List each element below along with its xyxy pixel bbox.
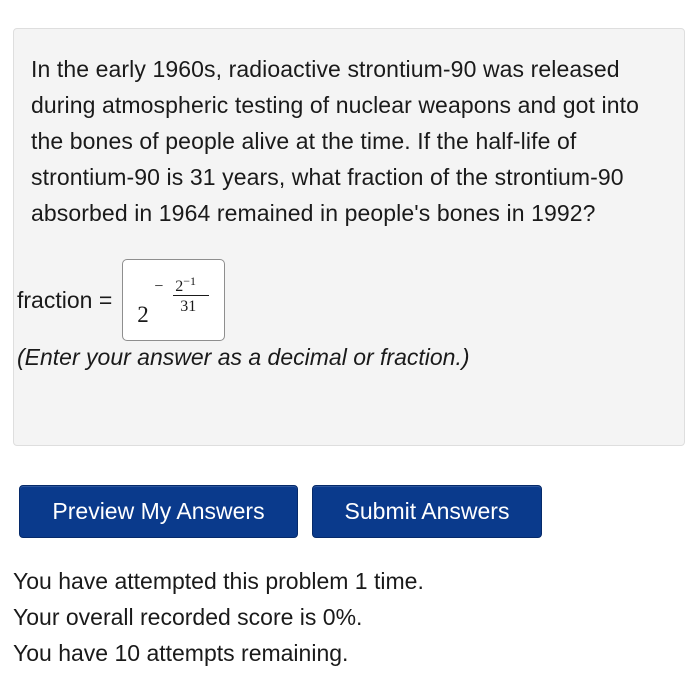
answer-exponent-denominator: 31 xyxy=(180,298,197,315)
answer-hint: (Enter your answer as a decimal or fraction.) xyxy=(17,344,470,370)
problem-statement: In the early 1960s, radioactive strontium-90 was released during atmospheric testing of nuclear weapons and got into the bones of people alive at the time. If the half-life of strontium-90 is 31 years, what fraction of the strontium-90 absorbed in 1964 remained in people's bones in 1992? xyxy=(31,56,640,226)
attempt-status xyxy=(13,563,424,671)
fraction-bar xyxy=(173,295,209,296)
answer-numerator-power: −1 xyxy=(183,274,197,288)
problem-panel xyxy=(13,28,685,446)
answer-input[interactable] xyxy=(122,259,225,341)
answer-row xyxy=(17,258,225,342)
answer-numerator-base: 2 xyxy=(175,278,184,295)
answer-base: 2 xyxy=(137,302,149,327)
answer-exponent-sign: − xyxy=(154,278,164,295)
submit-answers-button[interactable]: Submit Answers xyxy=(312,485,542,538)
score-text: Your overall recorded score is 0%. xyxy=(13,604,363,630)
preview-answers-button[interactable]: Preview My Answers xyxy=(19,485,298,538)
answer-label: fraction = xyxy=(17,286,113,313)
answer-exponent-numerator xyxy=(175,274,196,296)
attempts-text: You have attempted this problem 1 time. xyxy=(13,568,424,594)
remaining-attempts-text: You have 10 attempts remaining. xyxy=(13,640,349,666)
